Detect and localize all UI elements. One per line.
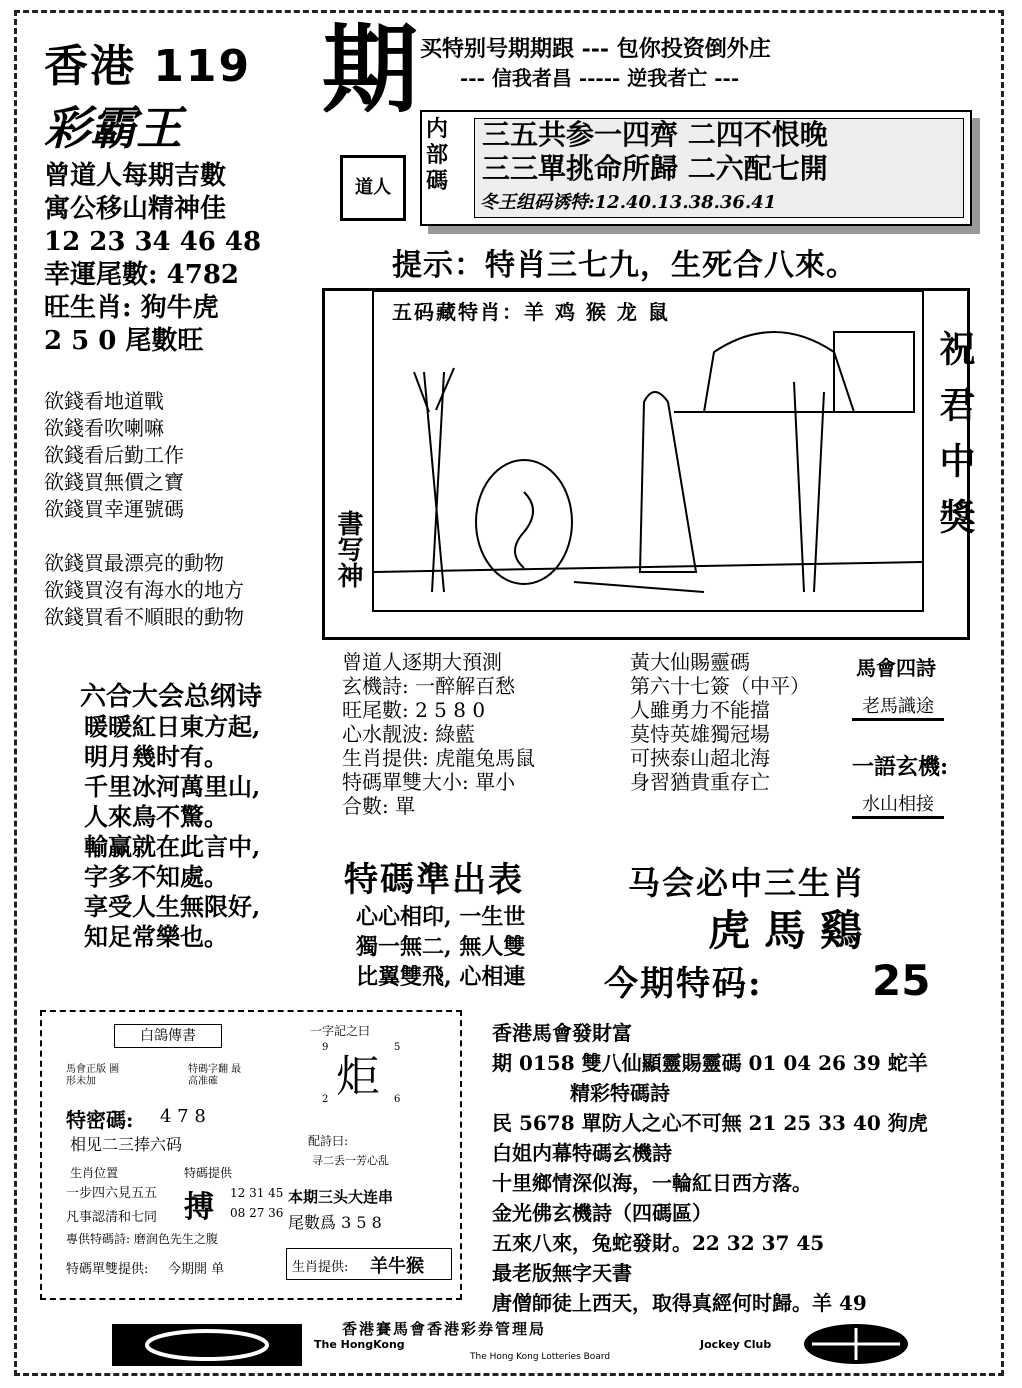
internal-code-label: 内部碼 <box>426 116 449 194</box>
info-line: 旺生肖: 狗牛虎 <box>44 293 219 323</box>
poem-line: 三三單挑命所歸 二六配七開 <box>482 152 828 185</box>
zi-char: 炬 <box>336 1051 380 1102</box>
right-line: 十里鄉情深似海，一輪紅日西方落。 <box>492 1171 812 1195</box>
dsp-value: 今期開 单 <box>168 1262 225 1277</box>
right-line: 白姐内幕特碼玄機詩 <box>492 1141 672 1165</box>
mahui-title: 馬會四詩 <box>856 656 936 680</box>
three-zodiac-title: 马会必中三生肖 <box>628 864 867 902</box>
wants-list-2 <box>44 550 244 631</box>
zi-label: 一字記之曰 <box>310 1024 371 1038</box>
huang-line: 可挾泰山超北海 <box>630 746 770 770</box>
tema-title: 特碼準出表 <box>344 860 524 900</box>
liuhe-poem <box>84 712 260 952</box>
illustration <box>374 292 922 610</box>
huang-line: 人雖勇力不能擋 <box>630 698 770 722</box>
prediction-line: 旺尾數: 2 5 8 0 <box>342 698 486 722</box>
combo-line: 冬王组码诱特:12.40.13.38.36.41 <box>480 192 777 213</box>
this-issue-number: 25 <box>872 956 931 1005</box>
info-line: 2 5 0 尾數旺 <box>44 326 204 356</box>
side-right-text: 祝君中獎 <box>934 330 976 554</box>
footer-en-1: The HongKong <box>314 1338 405 1351</box>
pigeon-card-inner <box>60 1020 456 1286</box>
zi-n2: 2 <box>322 1094 329 1105</box>
liuhe-line: 享受人生無限好, <box>84 892 261 921</box>
liuhe-line: 暖暖紅日東方起, <box>84 712 261 741</box>
right-line: 最老版無字天書 <box>492 1261 632 1285</box>
prediction-line: 玄機詩: 一醉解百愁 <box>342 674 516 698</box>
liuhe-line: 千里冰河萬里山, <box>84 772 261 801</box>
sx-label: 生肖提供: <box>292 1260 349 1275</box>
fan-line: 凡事認清和七同 <box>66 1210 158 1225</box>
liuhe-line: 輸赢就在此言中, <box>84 832 261 861</box>
liuhe-line: 明月幾时有。 <box>84 742 228 771</box>
footer-cn: 香港賽馬會香港彩券管理局 <box>342 1320 547 1338</box>
prediction-line: 合數: 單 <box>342 794 416 818</box>
tema-lines <box>356 902 525 992</box>
right-line: 唐僧師徒上西天，取得真經何时歸。羊 49 <box>492 1291 867 1315</box>
xiang-line: 相见二三捧六码 <box>70 1135 183 1154</box>
prediction-line: 生肖提供: 虎龍兔馬鼠 <box>342 746 536 770</box>
peishi-label: 配詩曰: <box>308 1134 349 1148</box>
liuhe-line: 知足常樂也。 <box>84 922 228 951</box>
three-zodiac-animals: 虎馬鷄 <box>708 906 877 955</box>
want-line: 欲錢買看不順眼的動物 <box>44 605 244 629</box>
liuhe-line: 人來鳥不驚。 <box>84 802 228 831</box>
right-line: 金光佛玄機詩（四碼區） <box>492 1201 712 1225</box>
internal-code-box <box>420 110 972 226</box>
right-line: 香港馬會發財富 <box>492 1021 632 1045</box>
tema-line: 獨一無二, 無人雙 <box>356 934 526 960</box>
huang-line: 莫恃英雄獨冠場 <box>630 722 770 746</box>
tp-label: 特碼提供 <box>184 1166 233 1180</box>
poem-line: 三五共参一四齊 二四不恨晚 <box>482 118 828 151</box>
info-line: 寓公移山精神佳 <box>44 194 227 224</box>
want-line: 欲錢買幸運號碼 <box>44 497 184 521</box>
prediction-line: 曾道人逐期大預測 <box>342 650 502 674</box>
right-line: 精彩特碼詩 <box>570 1081 670 1105</box>
footer-en-2: Jockey Club <box>700 1338 772 1351</box>
zi-n9: 9 <box>322 1042 329 1053</box>
sx-pos-label: 生肖位置 <box>70 1166 119 1180</box>
daoren-seal: 道人 <box>340 155 406 221</box>
side-left-text: 書写神 <box>333 510 363 588</box>
right-line: 五來八來，兔蛇發財。22 32 37 45 <box>492 1231 825 1255</box>
right-line: 民 5678 單防人之心不可無 21 25 33 40 狗虎 <box>492 1111 928 1135</box>
zhuan-line: 專供特碼詩: 磨润色先生之腹 <box>66 1232 218 1246</box>
king-title: 彩霸王 <box>44 101 182 155</box>
tp-char: 搏 <box>184 1190 214 1225</box>
slogan-2: --- 信我者昌 ----- 逆我者亡 --- <box>460 66 740 90</box>
want-line: 欲錢看吹喇嘛 <box>44 416 164 440</box>
want-line: 欲錢買無價之寶 <box>44 470 184 494</box>
dsp-label: 特碼單雙提供: <box>66 1262 149 1277</box>
tp-row-2: 08 27 36 <box>230 1206 284 1220</box>
card-sub1: 馬會正版 圖形未加 <box>66 1064 120 1087</box>
info-line: 12 23 34 46 48 <box>44 227 262 257</box>
sx-pos: 一步四六見五五 <box>66 1186 158 1201</box>
left-info <box>44 160 261 358</box>
zi-n6: 6 <box>394 1094 401 1105</box>
card-sub2: 特碼字翻 最高准確 <box>188 1064 242 1087</box>
prediction-line: 特碼單雙大小: 單小 <box>342 770 516 794</box>
want-line: 欲錢買沒有海水的地方 <box>44 578 244 602</box>
zi-n5: 5 <box>394 1042 401 1053</box>
tema-line: 心心相印, 一生世 <box>356 904 526 930</box>
picture-inner <box>372 290 924 612</box>
want-line: 欲錢看后勤工作 <box>44 443 184 467</box>
prediction-block <box>342 650 535 818</box>
lianchuan: 本期三头大连串 <box>288 1188 394 1206</box>
yiyu-line: 水山相接 <box>852 790 944 819</box>
hidden-five-code: 五码藏特肖：羊 鸡 猴 龙 鼠 <box>392 300 670 324</box>
liuhe-title: 六合大会总纲诗 <box>80 682 263 712</box>
tema-line: 比翼雙飛, 心相連 <box>356 964 526 990</box>
want-line: 欲錢買最漂亮的動物 <box>44 551 224 575</box>
card-title: 白鴿傳書 <box>114 1024 222 1048</box>
right-list <box>492 1018 928 1318</box>
info-line: 幸運尾數: 4782 <box>44 260 240 290</box>
tip-line: 提示：特肖三七九，生死合八來。 <box>392 248 857 283</box>
qi-char: 期 <box>322 13 418 126</box>
yiyu-title: 一語玄機: <box>852 754 949 780</box>
internal-code-poem <box>482 118 828 186</box>
liuhe-line: 字多不知處。 <box>84 862 228 891</box>
huang-line: 黃大仙賜靈碼 <box>630 650 750 674</box>
info-line: 曾道人每期吉數 <box>44 161 227 191</box>
huang-line: 第六十七簽（中平） <box>630 674 810 698</box>
issue-number: 香港 119 <box>44 41 252 92</box>
slogan-1: 买特别号期期跟 --- 包你投资倒外庄 <box>420 36 771 62</box>
peishi: 寻二丢一芳心乱 <box>312 1154 389 1167</box>
huang-daxian-block <box>630 650 810 794</box>
wants-list-1 <box>44 388 184 523</box>
tema-code-label: 特密碼: <box>66 1108 134 1132</box>
tp-row-1: 12 31 45 <box>230 1186 284 1200</box>
footer-en-3: The Hong Kong Lotteries Board <box>470 1352 611 1362</box>
mahui-line: 老馬識途 <box>852 692 944 721</box>
prediction-line: 心水靓波: 綠藍 <box>342 722 476 746</box>
this-issue-label: 今期特码: <box>604 964 763 1004</box>
tema-code-value: 4 7 8 <box>160 1106 206 1127</box>
weishu: 尾數爲 3 5 8 <box>288 1213 382 1232</box>
sx-value: 羊牛猴 <box>370 1256 424 1277</box>
huang-line: 身習猶貴重存亡 <box>630 770 770 794</box>
right-line: 期 0158 雙八仙顯靈賜靈碼 01 04 26 39 蛇羊 <box>492 1051 928 1075</box>
want-line: 欲錢看地道戰 <box>44 389 164 413</box>
